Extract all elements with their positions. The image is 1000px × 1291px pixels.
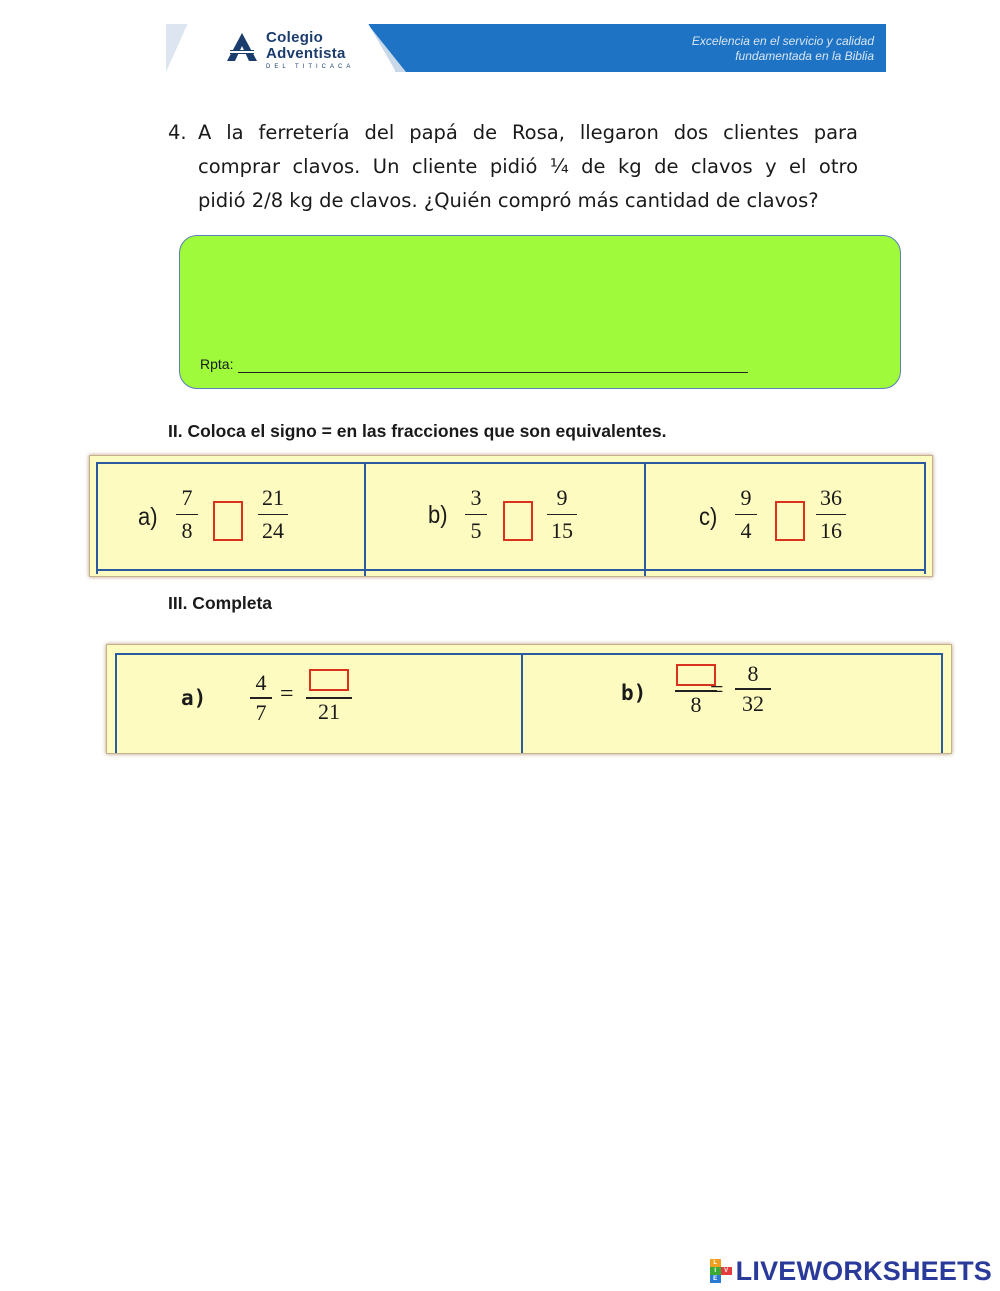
fraction-right (547, 485, 577, 544)
icon-letter: E (710, 1275, 721, 1283)
motto-line1: Excelencia en el servicio y calidad (691, 34, 874, 48)
table-bottom-line (96, 569, 926, 571)
school-name (266, 30, 354, 70)
question-line1: A la ferretería del papá de Rosa, llegaron dos clientes para (198, 121, 858, 144)
denominator: 32 (742, 691, 764, 716)
fraction-right (816, 485, 846, 544)
denominator: 5 (470, 518, 482, 543)
numerator: 8 (747, 661, 759, 686)
answer-label: Rpta: (200, 356, 234, 372)
column-divider (644, 464, 646, 576)
numerator: 9 (740, 485, 752, 510)
fraction-bar (735, 514, 757, 515)
answer-sign-box[interactable] (213, 501, 243, 541)
fraction-left (176, 485, 198, 544)
numerator: 36 (820, 485, 842, 510)
school-motto (692, 34, 874, 64)
fraction-right (735, 662, 771, 716)
column-divider (364, 464, 366, 576)
section3-heading: III. Completa (168, 593, 273, 613)
question-number: 4. (168, 121, 187, 144)
numerator: 9 (556, 485, 568, 510)
fraction-left (735, 485, 757, 544)
item-label: a) (138, 502, 158, 531)
brand-text: LIVEWORKSHEETS (735, 1255, 992, 1286)
motto-line2: fundamentada en la Biblia (735, 49, 874, 63)
section2-heading: II. Coloca el signo = en las fracciones que son equivalentes. (168, 421, 667, 441)
numerator: 3 (470, 485, 482, 510)
answer-sign-box[interactable] (503, 501, 533, 541)
denominator: 24 (262, 518, 284, 543)
equivalence-table (89, 455, 933, 577)
item-label: c) (699, 502, 718, 531)
fraction-left (465, 485, 487, 544)
answer-line[interactable] (238, 372, 748, 373)
question-4 (168, 116, 858, 218)
fraction-bar (547, 514, 577, 515)
school-name-line3: DEL TITICACA (266, 64, 355, 70)
fraction-bar (816, 514, 846, 515)
numerator: 4 (255, 670, 267, 695)
numerator: 21 (262, 485, 284, 510)
school-name-line1: Colegio (266, 29, 324, 46)
liveworksheets-brand[interactable] (710, 1256, 992, 1286)
school-name-line2: Adventista (266, 45, 346, 62)
answer-sign-box[interactable] (775, 501, 805, 541)
question-line2: comprar clavos. Un cliente pidió ¼ de kg de clavos y el otro (198, 155, 858, 178)
icon-letter: L (710, 1259, 721, 1267)
answer-numerator-box[interactable] (309, 669, 349, 691)
fraction-right (258, 485, 288, 544)
denominator: 21 (318, 699, 340, 724)
fraction-bar (250, 697, 272, 699)
denominator: 7 (255, 700, 267, 725)
liveworksheets-logo-icon (710, 1259, 732, 1283)
fraction-bar (176, 514, 198, 515)
header-banner (166, 24, 886, 72)
fraction-bar (258, 514, 288, 515)
denominator: 4 (740, 518, 752, 543)
equals-sign: = (710, 677, 724, 703)
column-divider (521, 655, 523, 753)
denominator: 15 (551, 518, 573, 543)
item-label: b) (428, 500, 448, 529)
denominator: 8 (181, 518, 193, 543)
denominator: 8 (690, 692, 702, 717)
item-label: a) (181, 686, 207, 710)
complete-table (106, 644, 952, 754)
numerator: 7 (181, 485, 193, 510)
complete-table-grid (115, 653, 943, 753)
equals-sign: = (280, 681, 294, 707)
fraction-left (250, 671, 272, 725)
fraction-bar (735, 688, 771, 690)
school-logo-icon (226, 32, 258, 62)
icon-letter: V (721, 1267, 732, 1275)
icon-letter: I (710, 1267, 721, 1275)
question-text (198, 116, 858, 218)
item-label: b) (621, 681, 647, 705)
denominator: 16 (820, 518, 842, 543)
question-line3: pidió 2/8 kg de clavos. ¿Quién compró más cantidad de clavos? (198, 189, 819, 212)
answer-box[interactable] (179, 235, 901, 389)
fraction-bar (465, 514, 487, 515)
